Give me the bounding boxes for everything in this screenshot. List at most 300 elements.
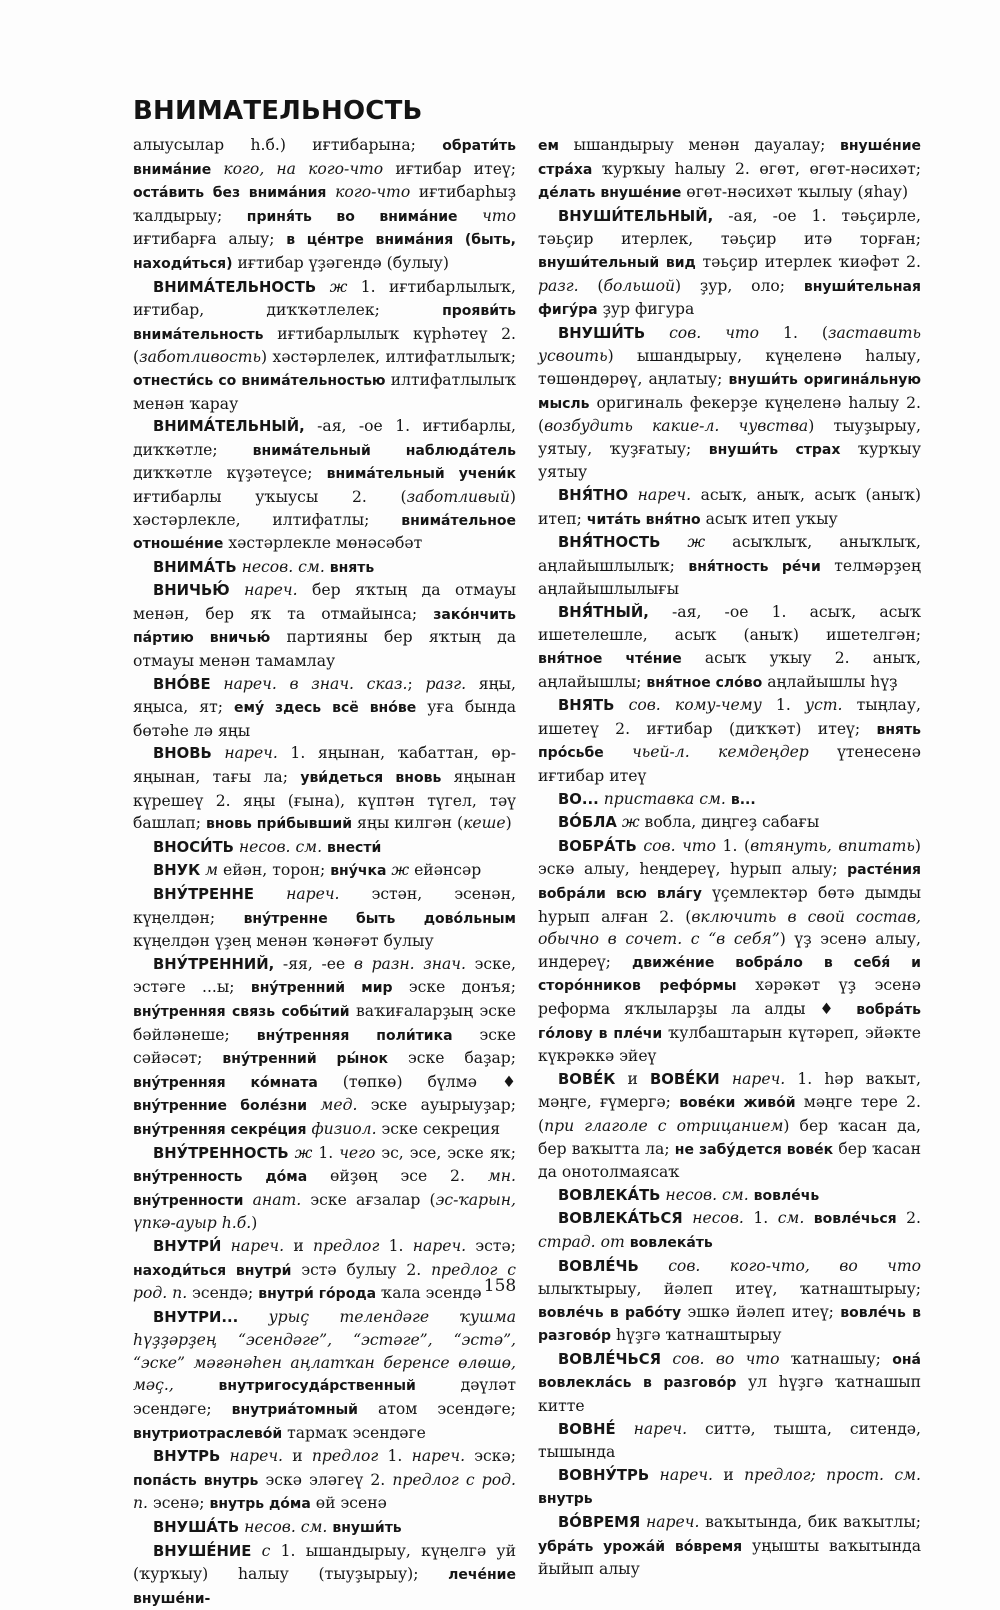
italic-label: сов. что: [669, 323, 760, 342]
headword: ВО...: [558, 790, 599, 808]
entry-text: [804, 1209, 813, 1227]
entry-text: и: [615, 1069, 650, 1088]
italic-label: кого-что: [335, 183, 411, 202]
entry-text: эшкә йәлеп итеү;: [681, 1302, 841, 1321]
entry-text: партияны бер яҡтың да отмауы менән тамамлау: [133, 628, 516, 671]
entry-text: -яя, -ее: [274, 954, 354, 973]
italic-label: возбудить какие-л. чувства: [544, 417, 809, 436]
entry-text: -ая, -ое 1. асыҡ, асыҡ ишетелешле, асыҡ (аныҡ) ишетелгән;: [538, 602, 921, 645]
running-head: ВНИМАТЕЛЬНОСТЬ: [133, 96, 423, 126]
dictionary-entry: [538, 205, 921, 322]
bold-phrase: приня́ть во внима́ние: [246, 208, 458, 225]
dictionary-entry: [133, 742, 516, 835]
entry-text: [683, 1209, 692, 1227]
entry-text: [230, 581, 244, 599]
entry-text: ) хәстәрлекле, илтифатлы;: [133, 487, 516, 529]
entry-text: хәрәкәт үҙ эсенә реформа яҡлыларҙы ла алды ♦: [538, 976, 921, 1018]
entry-text: эстә;: [466, 1236, 516, 1255]
italic-label: чего: [339, 1143, 376, 1162]
entry-text: (: [578, 276, 604, 295]
entry-text: 1. ышандырыу, күңелгә уй (ҡурҡыу) һалыу (тыуҙырыу);: [133, 1541, 516, 1584]
entry-text: и: [282, 1447, 312, 1466]
entry-text: ваҡиғаларҙың эске бәйләнеше;: [133, 1001, 516, 1044]
entry-text: эс, эсе, эске яҡ;: [375, 1143, 516, 1162]
dictionary-entry: [133, 1306, 516, 1446]
entry-text: иғтибарһыҙ ҡалдырыу;: [133, 183, 516, 225]
entry-text: атом эсендәге;: [357, 1400, 516, 1419]
entry-text: эске ауырыуҙар;: [357, 1096, 516, 1115]
entry-text: өй эсенә: [310, 1494, 387, 1513]
entry-text: эстә булыу 2.: [291, 1260, 432, 1279]
bold-phrase: вня́тность ре́чи: [688, 558, 821, 575]
dictionary-entry: [133, 836, 516, 860]
entry-text: иғтибарлылыҡ күрһәтеү 2. (: [133, 324, 516, 367]
bold-phrase: внутри́ го́рода: [258, 1286, 377, 1303]
entry-text: вобла, диңгеҙ сабағы: [639, 813, 820, 832]
italic-label: несов. см.: [238, 837, 323, 856]
dictionary-entry: [133, 859, 516, 883]
italic-label: нареч.: [637, 485, 692, 504]
entry-text: -ая, -ое 1. тәьҫирле, тәьҫир итерлек, тәьҫир итә торған;: [538, 206, 921, 249]
entry-text: уңышты ваҡытында йыйып алыу: [538, 1536, 922, 1579]
italic-label: при глаголе с отрицанием: [544, 1116, 784, 1135]
entry-text: иғтибар итеү;: [383, 159, 516, 178]
italic-label: нареч.: [633, 1419, 688, 1438]
bold-phrase: вну́тренность до́ма: [133, 1169, 308, 1186]
entry-text: эске баҙар;: [388, 1049, 516, 1068]
entry-text: ): [251, 1214, 258, 1233]
dictionary-entry: [538, 694, 921, 787]
entry-text: тыңлау, ишетеү 2. иғтибар (диҡҡәт) итеү;: [538, 696, 921, 738]
italic-label: нареч.: [645, 1513, 700, 1532]
headword: ВОВЛЕ́ЧЬСЯ: [558, 1350, 662, 1368]
entry-text: ) тыуҙырыу, уятыу, ҡуҙғатыу;: [538, 417, 922, 458]
entry-text: 1. (: [759, 323, 828, 342]
bold-phrase: вну́тренний ры́нок: [222, 1051, 389, 1068]
bold-phrase: вну́тренности: [133, 1192, 244, 1209]
italic-label: эс-ҡарын, үпкә-ауыр һ.б.: [133, 1190, 516, 1233]
entry-text: 1. һәр ваҡыт, мәңге, ғүмергә;: [538, 1069, 921, 1112]
entry-text: диҡҡәтле күҙәтеүсе;: [133, 464, 327, 483]
bold-phrase: внутрь до́ма: [209, 1496, 311, 1513]
dictionary-entry: [538, 1068, 921, 1184]
entry-text: [660, 533, 687, 551]
bold-phrase: зако́нчить па́ртию вничью́: [133, 606, 516, 647]
headword: ВНУШИ́ТЬ: [558, 324, 646, 342]
entry-text: [221, 1237, 230, 1255]
dictionary-entry: [538, 484, 921, 531]
entry-text: оригиналь фекерҙе күңеленә һалыу 2. (: [538, 393, 921, 436]
dictionary-entry: [133, 673, 516, 743]
bold-phrase: внутриотраслево́й: [133, 1425, 283, 1442]
entry-text: алыусылар һ.б.) иғтибарына;: [133, 136, 443, 154]
bold-phrase: движе́ние вобра́ло в себя́ и сторо́нников рефо́рмы: [538, 954, 921, 995]
entry-text: ул һүҙгә ҡатнашып китте: [538, 1373, 921, 1416]
bold-phrase: вновь при́бывший: [206, 816, 353, 833]
entry-text: эскә;: [465, 1447, 516, 1466]
entry-text: [212, 744, 225, 762]
entry-text: [628, 486, 638, 504]
entry-text: [604, 743, 632, 761]
dictionary-entry: [133, 134, 516, 276]
headword: ВОВНУ́ТРЬ: [558, 1466, 650, 1484]
entry-text: ейән, торон;: [218, 861, 331, 880]
italic-label: сов. кого-что, во что: [668, 1256, 921, 1275]
entry-text: уға бында бөтәһе лә яңы: [133, 698, 516, 740]
dictionary-entry: [133, 579, 516, 672]
bold-phrase: уви́деться вновь: [300, 770, 442, 787]
entry-text: эстән, эсенән, күңелдән;: [133, 885, 516, 927]
bold-phrase: внутриа́томный: [231, 1402, 358, 1419]
italic-label: нареч.: [244, 581, 298, 600]
italic-label: ж: [687, 533, 706, 552]
entry-text: эске секреция: [376, 1119, 501, 1138]
bold-phrase: вобра́ть го́лову в пле́чи: [538, 1001, 921, 1042]
headword: ВНИМА́ТЕЛЬНОСТЬ: [153, 278, 317, 296]
entry-text: эскә эләгеү 2.: [258, 1470, 393, 1489]
entry-text: тармаҡ эсендәге: [282, 1423, 426, 1442]
headword: ВНЯТЬ: [558, 697, 615, 715]
entry-text: асыҡ итеп уҡыу: [700, 509, 838, 528]
entry-text: дәүләт эсендәге;: [133, 1376, 516, 1419]
entry-text: ҡурҡыу уятыу: [538, 439, 922, 482]
bold-phrase: убра́ть урожа́й во́время: [538, 1538, 743, 1555]
entry-text: ) хәстәрлелек, илтифатлылыҡ;: [261, 348, 516, 367]
entry-text: үтенесенә иғтибар итеү: [538, 743, 921, 786]
italic-label: нареч.: [230, 1236, 285, 1255]
dictionary-entry: [538, 1464, 921, 1511]
entry-text: ) үҙ эсенә алыу, индереү;: [538, 930, 921, 971]
bold-phrase: ем: [538, 138, 559, 154]
italic-label: нареч.: [411, 1447, 466, 1466]
italic-label: заставить усвоить: [538, 323, 921, 366]
entry-text: ышандырыу менән дауалау;: [558, 136, 840, 154]
entry-text: 1.: [743, 1209, 778, 1228]
dictionary-entry: [133, 883, 516, 953]
bold-phrase: вну́тренняя связь собы́тий: [133, 1003, 350, 1020]
entry-text: телмәрҙең аңлайышлылығы: [538, 556, 921, 599]
headword: ВО́БЛА: [558, 814, 617, 832]
bold-phrase: внять: [329, 559, 375, 576]
headword: ВОВЛЕ́ЧЬ: [558, 1257, 639, 1275]
entry-text: аңлайышлы һүҙ: [762, 672, 898, 691]
italic-label: см.: [777, 1209, 805, 1228]
italic-label: предлог с род. п.: [133, 1260, 516, 1303]
bold-phrase: вня́тное чте́ние: [538, 651, 682, 668]
dictionary-entry: [133, 1540, 516, 1610]
entry-text: 1.: [761, 696, 805, 715]
italic-label: предлог с род. п.: [133, 1470, 516, 1513]
bold-phrase: обрати́ть внима́ние: [133, 138, 516, 178]
bold-phrase: внутригосуда́рственный: [218, 1378, 416, 1395]
entry-text: ) бер ҡасан да, бер ваҡытта ла;: [538, 1116, 921, 1158]
dictionary-entry: [133, 276, 516, 416]
bold-phrase: она́ вовлекла́сь в разгово́р: [538, 1351, 921, 1392]
entry-text: [720, 1070, 732, 1088]
headword: ВНЯ́ТНО: [558, 486, 629, 504]
bold-phrase: внуши́ть оригина́льную мысль: [538, 371, 921, 412]
entry-text: 2.: [896, 1209, 921, 1228]
bold-phrase: расте́ния вобра́ли всю вла́гу: [538, 862, 921, 902]
headword: ВО́ВРЕМЯ: [558, 1514, 641, 1532]
entry-text: күңелдән үҙең менән ҡәнәғәт булыу: [133, 932, 434, 951]
bold-phrase: вну́тренние боле́зни: [133, 1098, 308, 1115]
headword: ВНО́ВЕ: [153, 675, 211, 693]
italic-label: физиол.: [311, 1119, 377, 1138]
italic-label: предлог; прост. см.: [744, 1465, 921, 1484]
entry-text: иғтибарлы уҡыусы 2. (: [133, 487, 407, 506]
bold-phrase: внуши́тельный вид: [538, 254, 696, 271]
dictionary-entry: [133, 953, 516, 1142]
entry-text: [211, 160, 223, 178]
entry-text: 1.: [378, 1447, 412, 1466]
headword: ВОБРА́ТЬ: [558, 837, 637, 855]
italic-label: нареч.: [731, 1069, 786, 1088]
italic-label: ж: [621, 813, 640, 832]
italic-label: сов. что: [643, 836, 716, 855]
entry-text: иғтибарға алыу;: [133, 230, 287, 249]
italic-label: несов. см.: [665, 1185, 749, 1204]
entry-text: ситтә, тышта, ситендә, тышында: [538, 1419, 921, 1462]
dictionary-entry: [538, 322, 921, 484]
entry-text: ҙур фигура: [597, 300, 695, 319]
entry-text: ҡала эсендә: [376, 1284, 482, 1303]
entry-text: [639, 1257, 668, 1275]
italic-label: сов. кому-чему: [628, 696, 762, 715]
italic-label: с: [261, 1541, 271, 1560]
headword: ВОВЕ́КИ: [649, 1070, 720, 1088]
entry-text: 1. (: [715, 836, 751, 855]
entry-text: ) эскә алыу, һеңдереү, һурып алыу;: [538, 836, 921, 879]
bold-phrase: в...: [730, 791, 756, 808]
entry-text: [661, 1350, 672, 1368]
dictionary-entry: [538, 1348, 921, 1418]
italic-label: предлог: [312, 1236, 380, 1255]
bold-phrase: внуши́тельная фигу́ра: [538, 278, 921, 319]
dictionary-entry: [538, 1207, 921, 1254]
headword: ВНИЧЬЮ́: [153, 582, 230, 600]
headword: ВНУ́ТРЕННЕ: [153, 886, 254, 903]
entry-text: [238, 1308, 268, 1326]
entry-text: [211, 675, 224, 693]
entry-text: яңы, яңыса, ят;: [133, 674, 516, 717]
entry-text: 1. яңынан, ҡабаттан, өр-яңынан, тағы ла;: [133, 744, 516, 787]
headword: ВНЯ́ТНОСТЬ: [558, 534, 661, 552]
dictionary-entry: [133, 1445, 516, 1516]
italic-label: мед.: [320, 1096, 358, 1115]
bold-phrase: вну́тренне быть дово́льным: [243, 910, 516, 927]
dictionary-entry: [538, 1255, 921, 1348]
italic-label: в разн. знач.: [353, 954, 466, 973]
entry-text: [251, 1542, 261, 1560]
italic-label: нареч.: [412, 1236, 467, 1255]
bold-phrase: вну́тренняя секре́ция: [133, 1121, 307, 1138]
entry-text: ваҡытында, бик ваҡытлы;: [699, 1513, 921, 1532]
headword: ВНОСИ́ТЬ: [153, 838, 234, 856]
entry-text: ) ҙур, оло;: [675, 276, 804, 295]
entry-text: -ая, -ое 1. иғтибарлы, диҡҡәтле;: [133, 417, 516, 459]
italic-label: нареч.: [659, 1465, 713, 1484]
entry-text: ылыҡтырыу, йәлеп итеү, ҡатнаштырыу;: [538, 1280, 921, 1299]
italic-label: несов. см.: [241, 557, 325, 576]
bold-phrase: внять про́сьбе: [538, 721, 921, 762]
bold-phrase: прояви́ть внима́тельность: [133, 303, 516, 343]
bold-phrase: внима́тельное отноше́ние: [133, 512, 516, 553]
entry-text: ): [505, 814, 512, 833]
headword: ВОВЛЕКА́ТЬСЯ: [558, 1210, 683, 1228]
italic-label: нареч.: [286, 885, 340, 903]
italic-label: втянуть, впитать: [750, 836, 915, 855]
entry-text: эске ағзалар (: [301, 1190, 436, 1209]
italic-label: нареч. в знач. сказ.: [223, 674, 408, 693]
bold-phrase: вовлека́ть: [629, 1234, 713, 1251]
entry-text: бер яҡтың да отмауы менән, бер яҡ та отмайынса;: [133, 581, 516, 623]
bold-phrase: де́лать внуше́ние: [538, 185, 682, 202]
dictionary-entry: [538, 1511, 921, 1581]
entry-text: асыҡлыҡ, аныҡлыҡ, аңлайышлылыҡ;: [538, 533, 921, 575]
bold-phrase: внуши́ть страх: [708, 441, 841, 458]
entry-text: [243, 1191, 252, 1209]
bold-phrase: вну́чка: [330, 863, 387, 880]
italic-label: разг.: [538, 276, 579, 295]
bold-phrase: вовле́чь в рабо́ту: [538, 1304, 682, 1321]
bold-phrase: отнести́сь со внима́тельностью: [133, 372, 386, 389]
entry-text: [616, 1420, 634, 1438]
entry-text: 1.: [312, 1143, 340, 1162]
entry-text: [326, 183, 335, 201]
entry-text: [174, 1376, 219, 1394]
italic-label: несов. см.: [244, 1518, 328, 1537]
entry-text: мәңге тере 2. (: [538, 1093, 921, 1135]
italic-label: включить в свой состав, обычно в сочет. с “в себя”: [538, 907, 921, 949]
italic-label: заботливый: [406, 487, 510, 506]
entry-text: 1. иғтибарлылыҡ, иғтибар, диҡҡәтлелек;: [133, 277, 516, 320]
bold-phrase: внима́тельный учени́к: [326, 466, 516, 483]
dictionary-entry: [133, 556, 516, 580]
bold-phrase: вовле́чься: [813, 1211, 897, 1228]
entry-text: тәьҫир итерлек ҡиәфәт 2.: [695, 252, 921, 271]
headword: ВНЯ́ТНЫЙ,: [558, 603, 649, 621]
italic-label: уст.: [804, 696, 843, 715]
headword: ВНИМА́ТЕЛЬНЫЙ,: [153, 418, 305, 436]
headword: ВОВЕ́К: [558, 1070, 616, 1088]
entry-text: өгөт-нәсихәт ҡылыу (яһау): [681, 183, 909, 202]
entry-text: [649, 1466, 659, 1484]
italic-label: приставка см.: [603, 789, 726, 808]
italic-label: урыҫ телендәге ҡушма һүҙҙәрҙең “эсендәге”, “эстәге”, “эстә”, “эске” мәғәнәһен аңлатҡан беренсе өлөшө, мәҫ.,: [133, 1307, 516, 1395]
italic-label: мн.: [487, 1167, 517, 1186]
entry-text: эсендә;: [187, 1284, 259, 1303]
entry-text: асыҡ, аныҡ, асыҡ (аныҡ) итеп;: [538, 485, 921, 528]
entry-text: ;: [407, 674, 426, 693]
bold-phrase: ему́ здесь всё вно́ве: [234, 700, 417, 717]
italic-label: кого, на кого-что: [223, 159, 384, 178]
bold-phrase: вну́тренняя ко́мната: [133, 1074, 318, 1091]
entry-text: [645, 324, 669, 342]
headword: ВОВНЕ́: [558, 1420, 616, 1438]
entry-text: ҡатнашыу;: [779, 1349, 893, 1368]
bold-phrase: внима́тельный наблюда́тель: [252, 442, 516, 459]
bold-phrase: внуше́ние стра́ха: [538, 138, 921, 178]
italic-label: большой: [603, 276, 676, 295]
headword: ВНУ́ТРЕННОСТЬ: [153, 1144, 289, 1162]
italic-label: нареч.: [229, 1447, 283, 1466]
bold-phrase: вовле́чь в разгово́р: [538, 1304, 921, 1345]
entry-text: и: [284, 1236, 313, 1255]
headword: ВНУК: [153, 862, 201, 880]
headword: ВНУШЕ́НИЕ: [153, 1542, 252, 1560]
entry-text: и: [712, 1465, 745, 1484]
dictionary-entry: [538, 531, 921, 601]
entry-text: (төпкө) бүлмә ♦: [317, 1072, 516, 1091]
entry-text: ) ышандырыу, күңеленә һалыу, төшөндөрөү, аңлатыу;: [538, 347, 921, 388]
italic-label: ж: [294, 1143, 313, 1162]
headword: ВНОВЬ: [153, 745, 212, 763]
headword: ВНУША́ТЬ: [153, 1519, 240, 1537]
italic-label: сов. во что: [672, 1349, 780, 1368]
bold-phrase: находи́ться внутри́: [133, 1262, 292, 1279]
entry-text: ҡулбаштарын күтәреп, эйәкте күкрәккә эйеү: [538, 1023, 921, 1066]
entry-text: илтифатлылыҡ менән ҡарау: [133, 370, 517, 413]
entry-text: [307, 1096, 320, 1114]
bold-phrase: вове́ки живо́й: [679, 1095, 796, 1112]
italic-label: ж: [391, 861, 410, 880]
entry-text: бер ҡасан да онотолмаясаҡ: [538, 1139, 921, 1182]
italic-label: анат.: [252, 1190, 302, 1209]
italic-label: несов.: [692, 1209, 744, 1228]
italic-label: разг.: [425, 674, 467, 693]
entry-text: 1.: [379, 1236, 413, 1255]
bold-phrase: внуши́ть: [332, 1520, 402, 1537]
dictionary-entry: [538, 134, 921, 205]
headword: ВНУТРИ́: [153, 1237, 222, 1255]
entry-text: үҫемлектәр бөтә дымды һурып алған 2. (: [538, 884, 921, 926]
italic-label: м: [205, 861, 219, 880]
entry-text: [458, 207, 483, 225]
entry-text: ҡурҡыу һалыу 2. өгөт, өгөт-нәсихәт;: [592, 159, 921, 178]
bold-phrase: оста́вить без внима́ния: [133, 185, 327, 202]
entry-text: һүҙгә ҡатнаштырыу: [611, 1326, 782, 1345]
italic-label: чьей-л. кемдеңдер: [632, 743, 809, 762]
italic-label: нареч.: [224, 744, 278, 763]
italic-label: заботливость: [139, 348, 262, 367]
italic-label: ж: [329, 277, 348, 296]
dictionary-entry: [538, 601, 921, 694]
headword: ВНУТРИ...: [153, 1308, 239, 1326]
bold-phrase: вня́тное сло́во: [646, 674, 763, 691]
bold-phrase: в це́нтре внима́ния (быть, находи́ться): [133, 232, 516, 272]
entry-text: хәстәрлекле мөнәсәбәт: [223, 534, 423, 553]
italic-label: предлог: [311, 1447, 379, 1466]
entry-text: [220, 1447, 229, 1465]
dictionary-entry: [538, 835, 921, 1068]
headword: ВНУТРЬ: [153, 1448, 221, 1466]
bold-phrase: внутрь: [538, 1491, 593, 1508]
headword: ВОВЛЕКА́ТЬ: [558, 1186, 661, 1204]
bold-phrase: лече́ние внуше́ни-: [133, 1567, 516, 1607]
entry-text: эске, эстәге ...ы;: [133, 954, 516, 997]
entry-text: [254, 885, 286, 903]
italic-label: страд. от: [538, 1232, 625, 1251]
dictionary-entry: [538, 788, 921, 812]
entry-text: яңынан күрешеү 2. яңы (ғына), күптән түгел, тәү башлап;: [133, 768, 516, 833]
bold-phrase: чита́ть вня́тно: [586, 511, 701, 528]
italic-label: что: [482, 206, 516, 225]
entry-text: [316, 278, 329, 296]
bold-phrase: вну́тренний мир: [250, 980, 393, 997]
entry-text: иғтибар үҙәгендә (булыу): [232, 253, 449, 272]
dictionary-entry: [133, 1516, 516, 1540]
